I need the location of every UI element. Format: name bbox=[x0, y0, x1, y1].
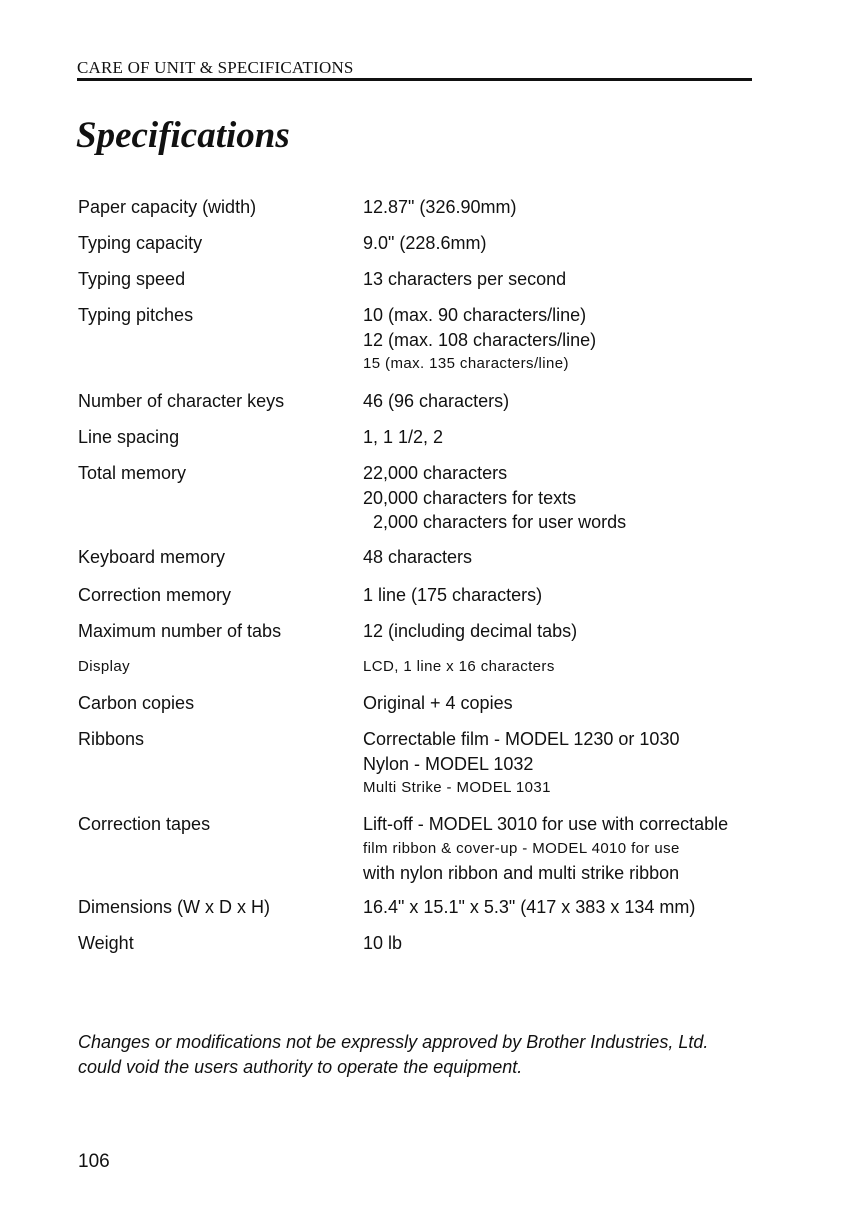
spec-value-line: 48 characters bbox=[363, 547, 473, 567]
spec-value-line: Correctable film - MODEL 1230 or 1030 bbox=[363, 729, 680, 749]
spec-value bbox=[363, 389, 783, 414]
spec-value bbox=[363, 583, 783, 608]
spec-label: Ribbons bbox=[78, 729, 145, 749]
spec-value bbox=[363, 619, 783, 644]
spec-label: Paper capacity (width) bbox=[78, 197, 257, 217]
spec-value-line: Multi Strike - MODEL 1031 bbox=[363, 779, 551, 796]
spec-value-line: Lift-off - MODEL 3010 for use with correctable bbox=[363, 814, 729, 834]
spec-value bbox=[363, 931, 783, 956]
spec-value-line: 13 characters per second bbox=[363, 269, 567, 289]
regulatory-notice bbox=[78, 1030, 768, 1080]
page-title: Specifications bbox=[76, 115, 290, 156]
spec-label: Typing speed bbox=[78, 269, 186, 289]
page-number: 106 bbox=[78, 1151, 110, 1172]
notice-line: could void the users authority to operate the equipment. bbox=[78, 1057, 523, 1077]
spec-label: Typing capacity bbox=[78, 233, 203, 253]
spec-label: Number of character keys bbox=[78, 391, 285, 411]
spec-value bbox=[363, 812, 783, 886]
spec-value-line: 22,000 characters bbox=[363, 463, 508, 483]
spec-value-line: Original + 4 copies bbox=[363, 693, 513, 713]
spec-label: Correction tapes bbox=[78, 814, 211, 834]
spec-value-line: 9.0" (228.6mm) bbox=[363, 233, 487, 253]
spec-value-line: 46 (96 characters) bbox=[363, 391, 510, 411]
spec-value-line: 1 line (175 characters) bbox=[363, 585, 543, 605]
section-header: CARE OF UNIT & SPECIFICATIONS bbox=[77, 58, 354, 77]
spec-value bbox=[363, 231, 783, 256]
spec-label: Correction memory bbox=[78, 585, 232, 605]
spec-value-line: 16.4" x 15.1" x 5.3" (417 x 383 x 134 mm) bbox=[363, 897, 696, 917]
spec-label: Weight bbox=[78, 933, 134, 953]
notice-line: Changes or modifications not be expressly approved by Brother Industries, Ltd. bbox=[78, 1032, 709, 1052]
spec-value-line: 12 (max. 108 characters/line) bbox=[363, 329, 597, 350]
spec-value bbox=[363, 727, 783, 801]
header-rule bbox=[77, 78, 752, 81]
spec-label: Total memory bbox=[78, 463, 187, 483]
spec-label: Display bbox=[78, 658, 130, 675]
spec-value bbox=[363, 461, 783, 535]
spec-value-line: LCD, 1 line x 16 characters bbox=[363, 658, 555, 675]
spec-label: Dimensions (W x D x H) bbox=[78, 897, 271, 917]
spec-value-line: 20,000 characters for texts bbox=[363, 487, 577, 508]
spec-value-line: film ribbon & cover-up - MODEL 4010 for use bbox=[363, 839, 680, 857]
spec-value-line: 10 lb bbox=[363, 933, 403, 953]
spec-value-line: 12 (including decimal tabs) bbox=[363, 621, 578, 641]
spec-value-line: 1, 1 1/2, 2 bbox=[363, 427, 444, 447]
spec-value bbox=[363, 545, 783, 570]
spec-value-line: 10 (max. 90 characters/line) bbox=[363, 305, 587, 325]
spec-label: Typing pitches bbox=[78, 305, 194, 325]
spec-value-line: with nylon ribbon and multi strike ribbon bbox=[363, 863, 680, 883]
spec-value bbox=[363, 691, 783, 716]
spec-value-line: 2,000 characters for user words bbox=[373, 512, 627, 532]
spec-label: Line spacing bbox=[78, 427, 180, 447]
spec-label: Carbon copies bbox=[78, 693, 195, 713]
spec-value-line: Nylon - MODEL 1032 bbox=[363, 753, 534, 774]
spec-value bbox=[363, 425, 783, 450]
spec-label: Maximum number of tabs bbox=[78, 621, 282, 641]
spec-value bbox=[363, 895, 783, 920]
spec-label: Keyboard memory bbox=[78, 547, 226, 567]
spec-value-line: 15 (max. 135 characters/line) bbox=[363, 355, 569, 372]
spec-value-line: 12.87" (326.90mm) bbox=[363, 197, 517, 217]
spec-value bbox=[363, 303, 783, 377]
spec-value bbox=[363, 195, 783, 220]
spec-value bbox=[363, 655, 783, 680]
spec-value bbox=[363, 267, 783, 292]
